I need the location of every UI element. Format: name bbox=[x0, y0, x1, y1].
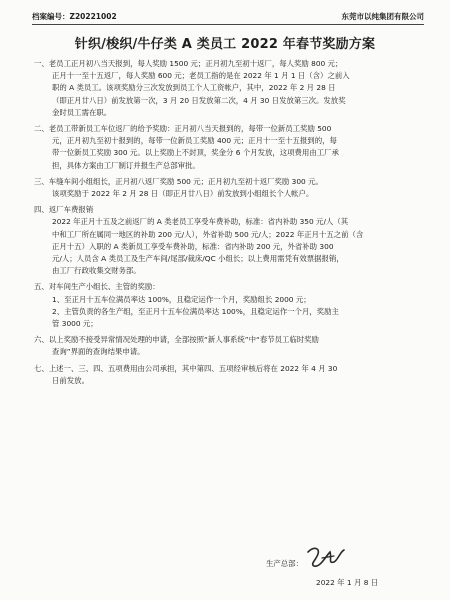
section-lines bbox=[52, 70, 420, 119]
signature-label: 生产总部： bbox=[266, 559, 303, 568]
document-date: 2022 年 1 月 8 日 bbox=[316, 578, 379, 587]
section-line: 元，正月初九至初十报到的，每带一位新员工奖励 400 元；正月十一至十五报到的，每 bbox=[52, 136, 337, 146]
section-line: 该项奖励于 2022 年 2 月 28 日（即正月廿八日）前发放到小组组长个人帐户。 bbox=[52, 189, 314, 199]
section-heading: 一、老员工正月初八当天报到，每人奖励 1500 元；正月初九至初十返厂，每人奖励 800 元； bbox=[34, 59, 343, 68]
section-line: （即正月廿八日）前发放第一次，3 月 20 日发放第二次，4 月 30 日发放第三次。发放奖 bbox=[52, 95, 346, 105]
section-line: 2022 年正月十五及之前返厂的 A 类老员工享受车费补助，标准：省内补助 350 元/人（其 bbox=[52, 217, 349, 227]
section-heading: 二、老员工带新员工车位返厂的给予奖励：正月初八当天报到的，每带一位新员工奖励 500 bbox=[34, 124, 332, 134]
section-lines bbox=[52, 346, 420, 358]
section-2 bbox=[34, 123, 420, 172]
section-line: 带一位新员工奖励 300 元。以上奖励上不封顶，奖金分 6 个月发放，这项费用由工厂承 bbox=[52, 148, 339, 158]
section-line: 由工厂行政收集交财务部。 bbox=[52, 266, 141, 276]
section-line: 担，具体方案由工厂制订并报生产总部审批。 bbox=[52, 160, 200, 170]
section-line: 日前发放。 bbox=[52, 375, 89, 385]
section-3 bbox=[34, 176, 420, 200]
section-line: 2、主管负责的各生产组，至正月十五车位满员率达 100%，且稳定运作一个月，奖励主 bbox=[52, 306, 339, 316]
section-lines bbox=[52, 216, 420, 277]
section-4 bbox=[34, 204, 420, 277]
section-line: 正月十五）入职的 A 类新员工享受车费补助，标准：省内补助 200 元，外省补助 300 bbox=[52, 241, 334, 251]
header-divider bbox=[32, 24, 424, 25]
section-heading: 七、上述一、三、四、五项费用由公司承担，其中第四、五项经审核后将在 2022 年 4 月 30 bbox=[34, 363, 338, 373]
document-header bbox=[32, 11, 424, 23]
section-lines bbox=[52, 188, 420, 200]
section-lines bbox=[52, 294, 420, 331]
document-body bbox=[34, 58, 420, 391]
section-line: 管 3000 元； bbox=[52, 319, 98, 329]
section-6 bbox=[34, 334, 420, 358]
handwritten-signature bbox=[304, 544, 348, 574]
section-heading: 三、车缝车间小组组长，正月初八返厂奖励 500 元；正月初九至初十返厂奖励 300 元。 bbox=[34, 176, 323, 186]
section-line: 正月十一至十五返厂，每人奖励 600 元；老员工指的是在 2022 年 1 月 1 日（含）之前入 bbox=[52, 71, 350, 81]
section-heading: 五、对车间生产小组长、主管的奖励： bbox=[34, 282, 160, 292]
section-line: 元/人；人员含 A 类员工及生产车间/尾部/裁床/QC 小组长；以上费用需凭有效票据报销， bbox=[52, 254, 344, 264]
section-heading: 四、返厂车费报销 bbox=[34, 205, 94, 215]
document-footer bbox=[0, 556, 450, 596]
section-lines bbox=[52, 375, 420, 387]
company-name: 东莞市以纯集团有限公司 bbox=[341, 12, 424, 21]
section-line: 金时员工需在职。 bbox=[52, 107, 112, 117]
document-title: 针织/梭织/牛仔类 A 类员工 2022 年春节奖励方案 bbox=[74, 37, 376, 52]
section-line: 中和工厂所在属同一地区的补助 200 元/人），外省补助 500 元/人；2022 年正月十五之前（含 bbox=[52, 229, 364, 239]
section-line: 1、至正月十五车位满员率达 100%，且稳定运作一个月，奖励组长 2000 元； bbox=[52, 294, 311, 304]
section-line: 职的 A 类员工。该项奖励分三次发放到员工个人工资帐户，其中，2022 年 2 月 28 日 bbox=[52, 83, 336, 93]
section-line: 查询”界面的查询结果申请。 bbox=[52, 347, 145, 357]
section-5 bbox=[34, 281, 420, 330]
section-lines bbox=[52, 135, 420, 172]
section-7 bbox=[34, 363, 420, 387]
section-heading: 六、以上奖励不接受异常情况处理的申请，全部按照“新人事系统”中“春节员工临时奖励 bbox=[34, 335, 319, 345]
archive-number: 档案编号：Z20221002 bbox=[32, 12, 117, 21]
section-1 bbox=[34, 58, 420, 119]
